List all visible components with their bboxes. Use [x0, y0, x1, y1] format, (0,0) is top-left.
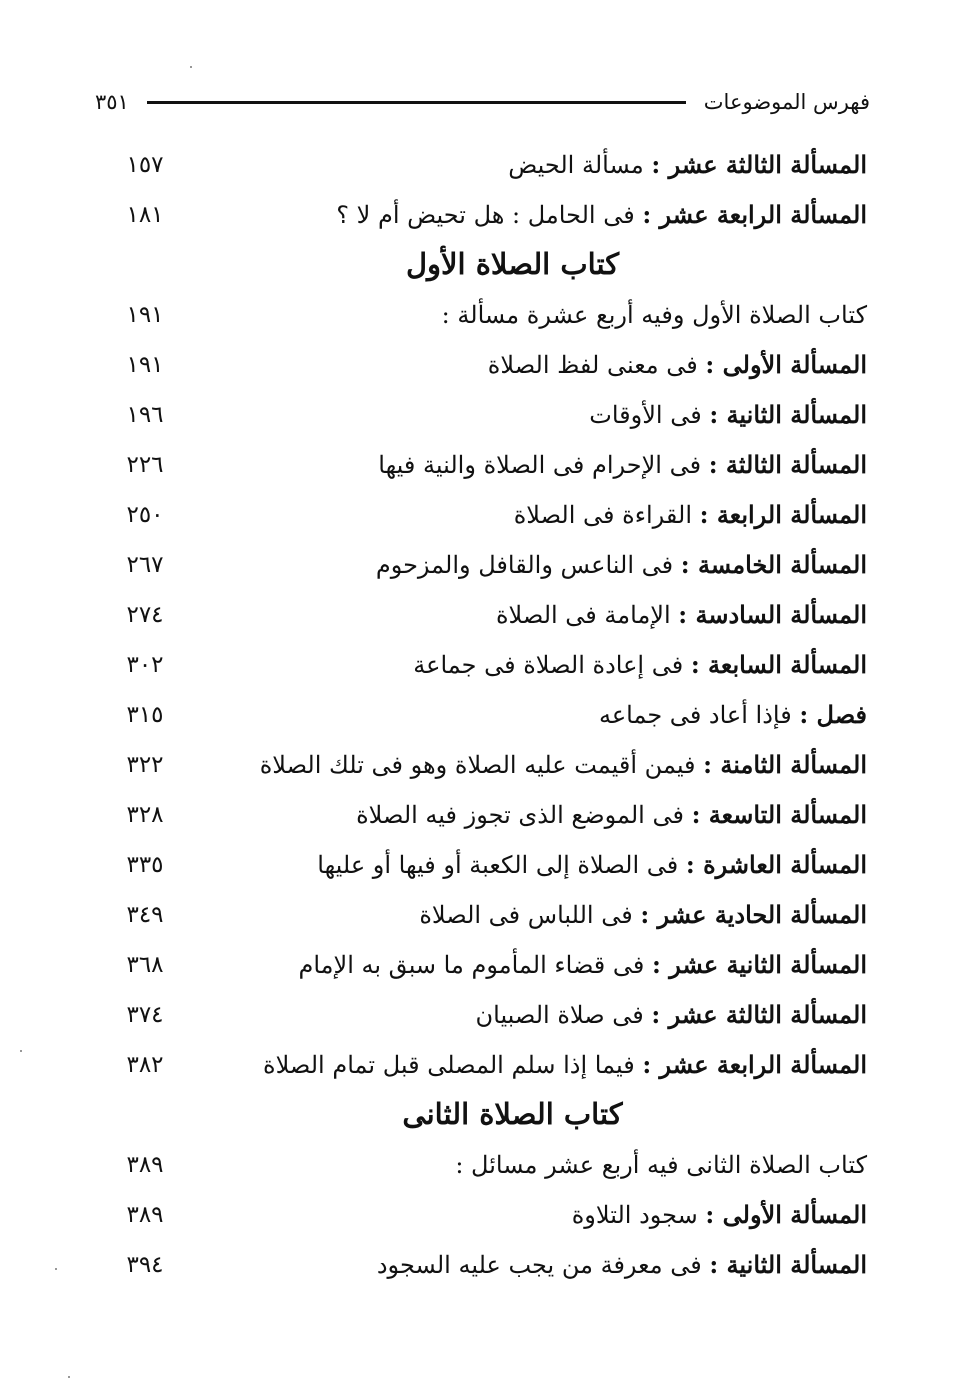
entry-text: مسألة الحيض — [508, 151, 644, 179]
toc-entry — [0, 390, 955, 440]
entry-page-number: ١٥٧ — [126, 152, 164, 178]
entry-lead: المسألة الرابعة عشر : — [642, 1050, 867, 1079]
entry-page-number: ١٨١ — [126, 202, 164, 228]
scan-speck — [55, 1268, 57, 1270]
entry-title — [298, 948, 867, 982]
toc-entry — [0, 1240, 955, 1290]
toc-entry — [0, 990, 955, 1040]
entry-lead: فصل : — [799, 700, 867, 729]
toc-entry — [0, 290, 955, 340]
entry-lead: المسألة الأولى : — [705, 1200, 867, 1229]
entry-title — [378, 448, 867, 482]
toc-list — [0, 140, 955, 1290]
entry-text: فى الحامل : هل تحيض أم لا ؟ — [336, 201, 635, 229]
entry-title — [476, 998, 868, 1032]
entry-title — [599, 698, 867, 732]
entry-text: فى الناعس والقافل والمزحوم — [375, 551, 674, 579]
entry-lead: المسألة الخامسة : — [680, 550, 867, 579]
toc-entry — [0, 890, 955, 940]
entry-page-number: ٣٣٥ — [126, 852, 164, 878]
entry-title — [496, 598, 867, 632]
entry-lead: المسألة الثانية : — [709, 1250, 867, 1279]
entry-page-number: ٣٨٩ — [126, 1152, 164, 1178]
entry-title — [419, 898, 867, 932]
entry-text: فى إعادة الصلاة فى جماعة — [413, 651, 684, 679]
entry-lead: المسألة الثامنة : — [703, 750, 867, 779]
entry-text: فى قضاء المأموم ما سبق به الإمام — [298, 951, 645, 979]
toc-entry — [0, 1140, 955, 1190]
entry-page-number: ١٩١ — [126, 302, 164, 328]
entry-page-number: ٣٤٩ — [126, 902, 164, 928]
entry-lead: المسألة الثالثة : — [708, 450, 867, 479]
toc-entry — [0, 690, 955, 740]
entry-title — [356, 798, 867, 832]
toc-entry — [0, 1190, 955, 1240]
entry-text: فى الصلاة إلى الكعبة أو فيها أو عليها — [317, 851, 679, 879]
entry-title — [413, 648, 867, 682]
entry-text: فيما إذا سلم المصلى قبل تمام الصلاة — [263, 1051, 635, 1079]
entry-title — [260, 748, 867, 782]
entry-text: فى اللباس فى الصلاة — [419, 901, 633, 929]
entry-text: فيمن أقيمت عليه الصلاة وهو فى تلك الصلاة — [259, 751, 696, 779]
toc-entry — [0, 940, 955, 990]
entry-lead: المسألة الثانية عشر : — [652, 950, 867, 979]
entry-lead: المسألة التاسعة : — [691, 800, 867, 829]
entry-lead: المسألة الرابعة : — [699, 500, 867, 529]
entry-lead: المسألة الثانية : — [709, 400, 867, 429]
entry-lead: المسألة الثالثة عشر : — [651, 1000, 867, 1029]
entry-title — [377, 1248, 867, 1282]
entry-text: الإمامة فى الصلاة — [495, 601, 671, 629]
entry-page-number: ٣١٥ — [126, 702, 164, 728]
toc-entry — [0, 540, 955, 590]
entry-text: فى معنى لفظ الصلاة — [487, 351, 698, 379]
entry-page-number: ٣٧٤ — [126, 1002, 164, 1028]
entry-text: فى صلاة الصبيان — [475, 1001, 644, 1029]
entry-page-number: ٣٢٨ — [126, 802, 164, 828]
entry-text: فى الإحرام فى الصلاة والنية فيها — [378, 451, 702, 479]
section-title: كتاب الصلاة الثانى — [402, 1097, 623, 1131]
entry-page-number: ٣٨٩ — [126, 1202, 164, 1228]
entry-lead: المسألة العاشرة : — [685, 850, 867, 879]
entry-text: كتاب الصلاة الأول وفيه أربع عشرة مسألة : — [441, 301, 867, 329]
entry-title — [589, 398, 867, 432]
entry-page-number: ٣٩٤ — [126, 1252, 164, 1278]
entry-page-number: ٣٨٢ — [126, 1052, 164, 1078]
entry-text: فى معرفة من يجب عليه السجود — [376, 1251, 702, 1279]
section-title: كتاب الصلاة الأول — [405, 247, 620, 281]
entry-lead: المسألة الأولى : — [705, 350, 867, 379]
entry-title — [488, 348, 867, 382]
entry-title — [514, 498, 867, 532]
section-heading — [0, 240, 955, 290]
entry-text: القراءة فى الصلاة — [513, 501, 693, 529]
entry-title — [508, 148, 867, 182]
header-page-number: ٣٥١ — [95, 90, 129, 114]
entry-page-number: ١٩١ — [126, 352, 164, 378]
entry-title — [455, 1148, 867, 1182]
toc-entry — [0, 1040, 955, 1090]
entry-page-number: ٢٢٦ — [126, 452, 164, 478]
entry-title — [442, 298, 867, 332]
entry-page-number: ٣٠٢ — [126, 652, 164, 678]
entry-title — [336, 198, 867, 232]
toc-entry — [0, 340, 955, 390]
running-header — [95, 82, 870, 122]
header-title: فهرس الموضوعات — [703, 90, 870, 114]
entry-text: فى الموضع الذى تجوز فيه الصلاة — [356, 801, 684, 829]
entry-title — [572, 1198, 867, 1232]
entry-page-number: ٢٧٤ — [126, 602, 164, 628]
entry-page-number: ٢٦٧ — [126, 552, 164, 578]
entry-page-number: ١٩٦ — [126, 402, 164, 428]
entry-text: فإذا أعاد فى جماعه — [598, 701, 792, 729]
entry-text: فى الأوقات — [589, 401, 702, 429]
entry-page-number: ٢٥٠ — [126, 502, 164, 528]
entry-title — [263, 1048, 867, 1082]
toc-entry — [0, 440, 955, 490]
toc-entry — [0, 790, 955, 840]
entry-text: سجود التلاوة — [571, 1201, 698, 1229]
toc-entry — [0, 190, 955, 240]
entry-text: كتاب الصلاة الثانى فيه أربع عشر مسائل : — [455, 1151, 867, 1179]
toc-entry — [0, 640, 955, 690]
scan-speck — [190, 66, 192, 68]
entry-lead: المسألة الحادية عشر : — [640, 900, 867, 929]
entry-page-number: ٣٢٢ — [126, 752, 164, 778]
header-rule — [147, 101, 686, 104]
entry-lead: المسألة الثالثة عشر : — [651, 150, 867, 179]
toc-entry — [0, 140, 955, 190]
entry-title — [376, 548, 867, 582]
section-heading — [0, 1090, 955, 1140]
toc-entry — [0, 740, 955, 790]
entry-title — [317, 848, 867, 882]
toc-entry — [0, 590, 955, 640]
scan-speck — [68, 1376, 70, 1378]
toc-entry — [0, 840, 955, 890]
toc-entry — [0, 490, 955, 540]
entry-lead: المسألة السادسة : — [678, 600, 867, 629]
entry-lead: المسألة الرابعة عشر : — [642, 200, 867, 229]
scan-speck — [20, 1050, 22, 1052]
entry-page-number: ٣٦٨ — [126, 952, 164, 978]
entry-lead: المسألة السابعة : — [690, 650, 867, 679]
